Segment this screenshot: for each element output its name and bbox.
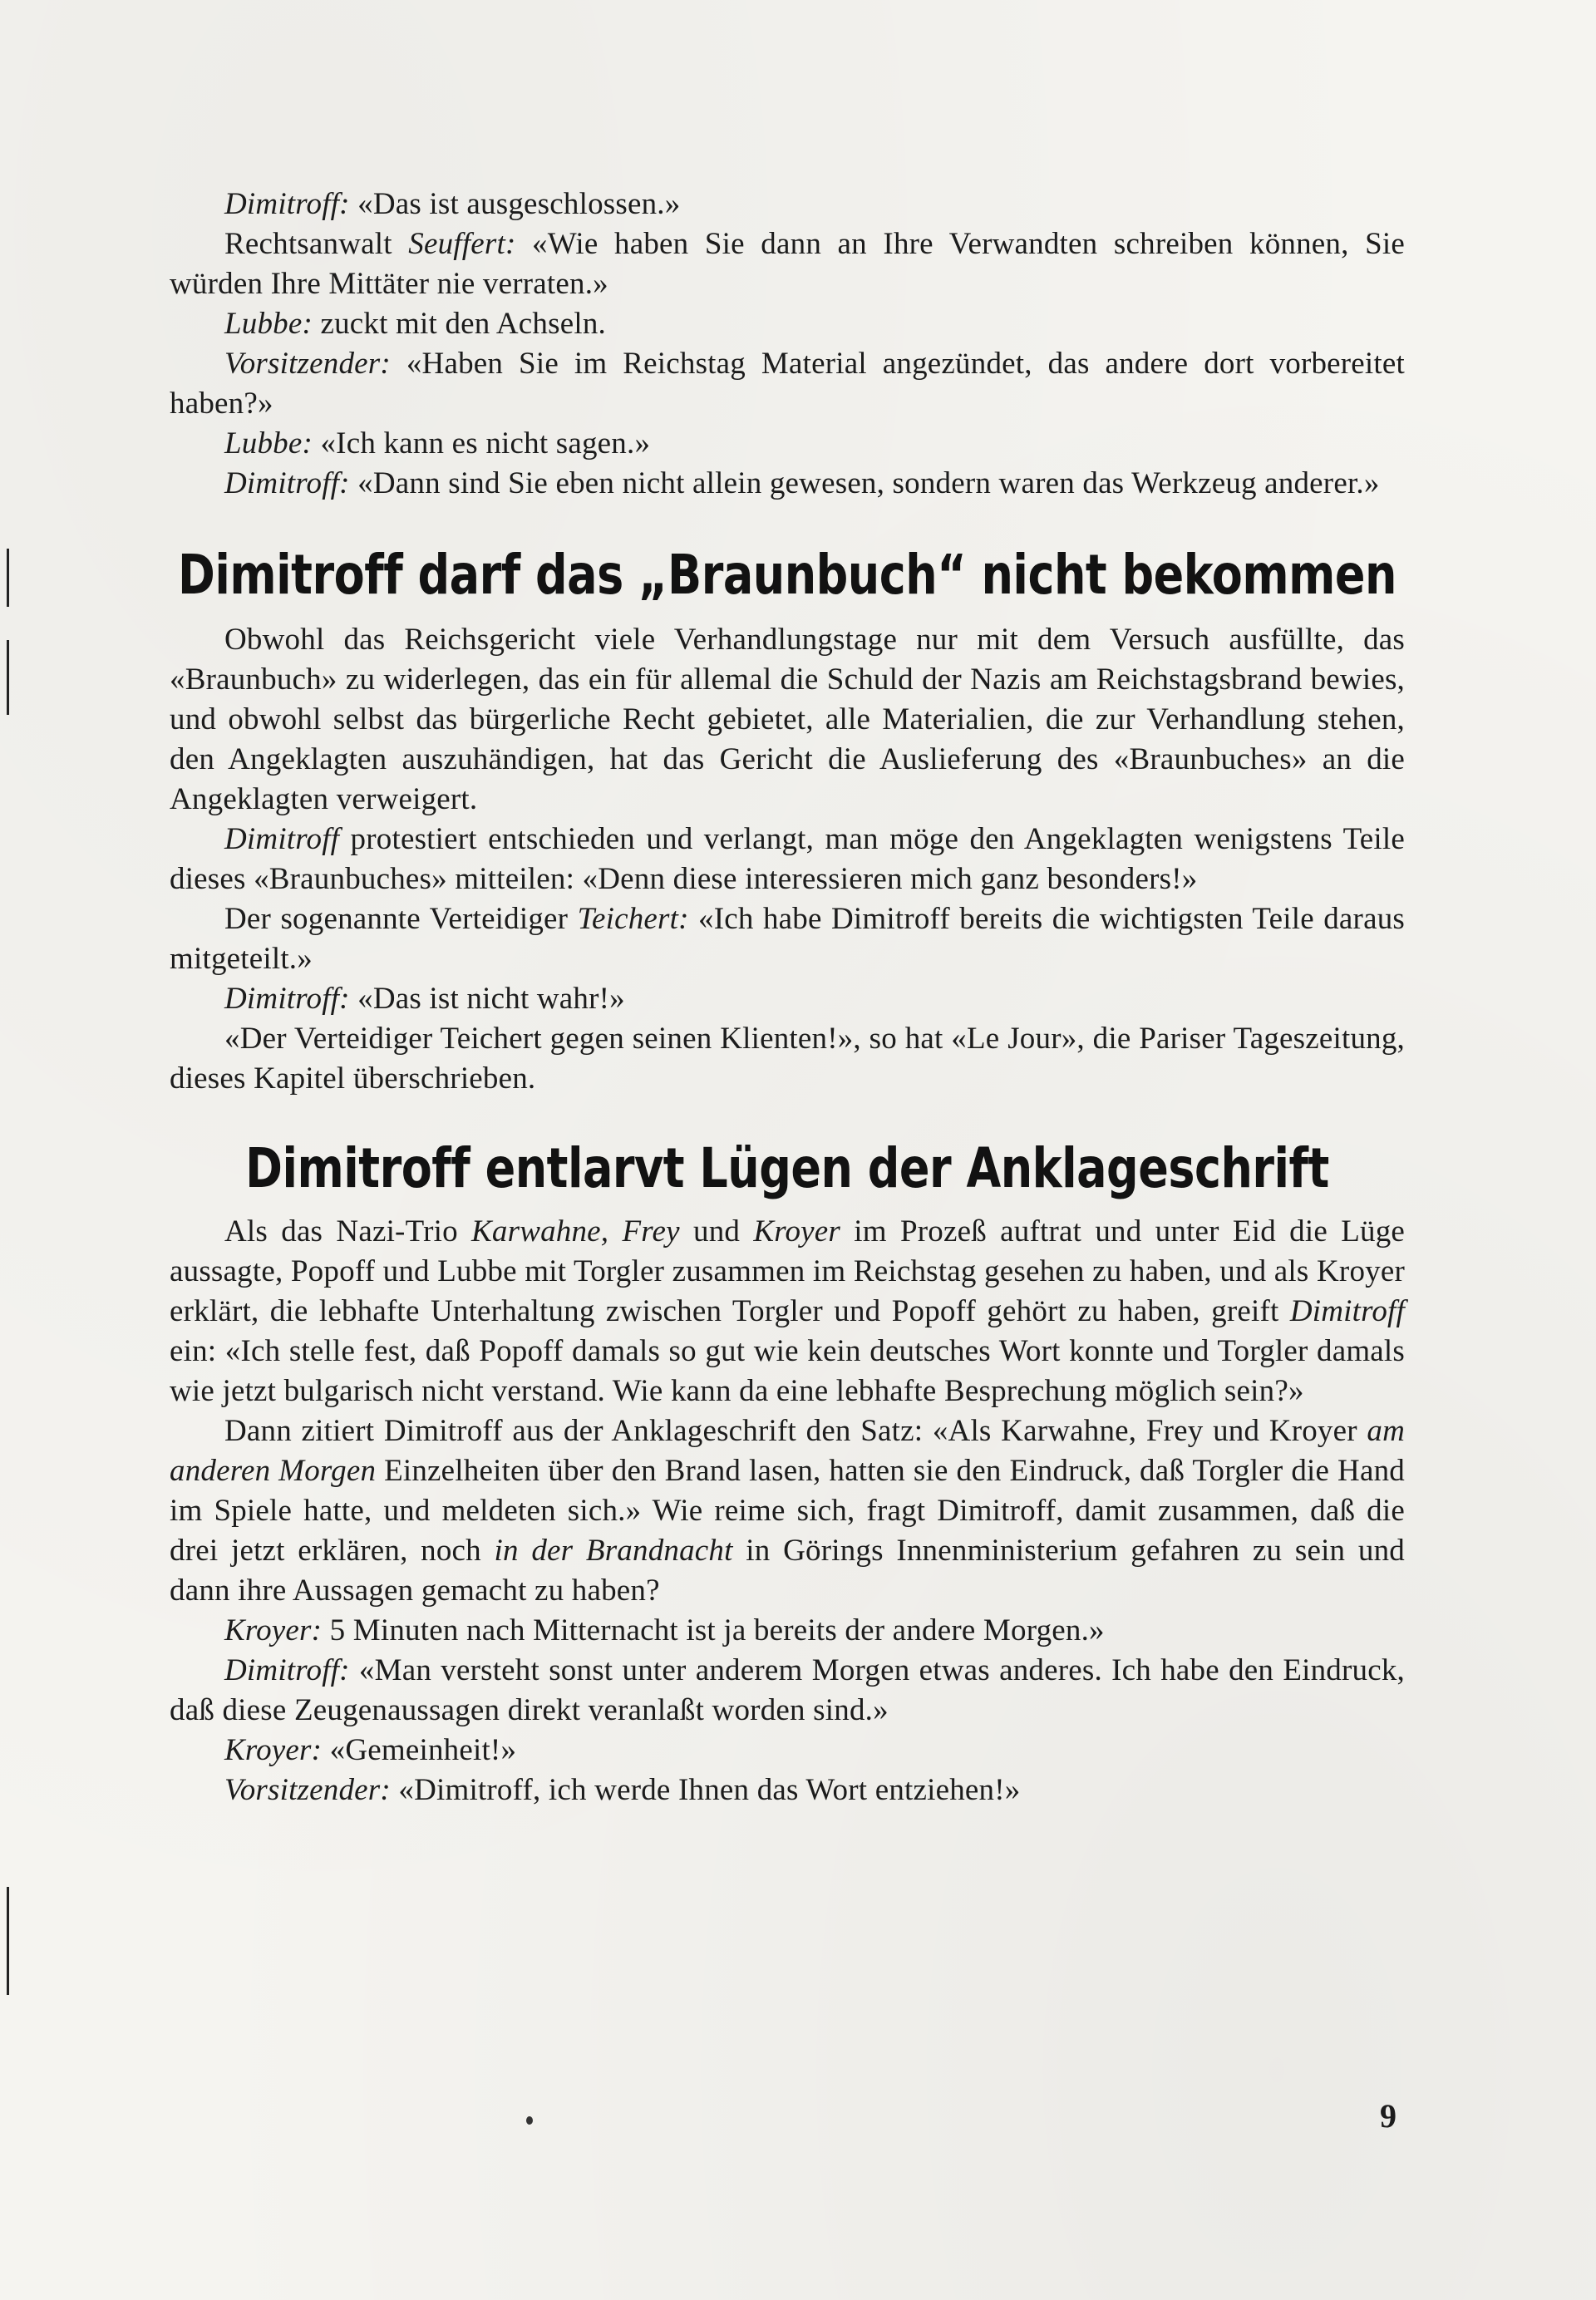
dialogue-line: Kroyer: «Gemeinheit!»	[224, 1733, 517, 1767]
text-column	[170, 185, 1405, 1810]
margin-mark	[7, 1887, 9, 1953]
dialogue-line: Dimitroff: «Man versteht sonst unter anderem Morgen etwas anderes. Ich habe den Eindruck, daß diese Zeugenaussagen direkt veranlaßt worden sind.»	[170, 1653, 1405, 1727]
paragraph: Als das Nazi-Trio Karwahne, Frey und Kroyer im Prozeß auftrat und unter Eid die Lüge aussagte, Popoff und Lubbe mit Torgler zusammen im Reichstag gesehen zu haben, und als Kroyer erklärt, die lebhafte Unterhaltung zwischen Torgler und Popoff gehört zu haben, greift Dimitroff ein: «Ich stelle fest, daß Popoff damals so gut wie kein deutsches Wort konnte und Torgler damals wie jetzt bulgarisch nicht verstand. Wie kann da eine lebhafte Besprechung möglich sein?»	[170, 1214, 1406, 1408]
dialogue-line: Vorsitzender: «Dimitroff, ich werde Ihnen das Wort entziehen!»	[224, 1773, 1021, 1807]
paragraph: «Der Verteidiger Teichert gegen seinen Klienten!», so hat «Le Jour», die Pariser Tageszeitung, dieses Kapitel überschrieben.	[170, 1022, 1405, 1096]
dialogue-line: Kroyer: 5 Minuten nach Mitternacht ist ja bereits der andere Morgen.»	[224, 1613, 1105, 1647]
margin-mark	[7, 640, 9, 715]
paragraph: Dimitroff: «Das ist nicht wahr!»	[224, 982, 625, 1016]
ink-speck	[526, 2116, 533, 2125]
dialogue-line: Dimitroff: «Dann sind Sie eben nicht allein gewesen, sondern waren das Werkzeug anderer.»	[224, 466, 1380, 500]
paragraph: Der sogenannte Verteidiger Teichert: «Ich habe Dimitroff bereits die wichtigsten Teile daraus mitgeteilt.»	[170, 902, 1405, 976]
page-number: 9	[1380, 2097, 1396, 2135]
dialogue-line: Lubbe: «Ich kann es nicht sagen.»	[224, 426, 651, 460]
paragraph: Obwohl das Reichsgericht viele Verhandlungstage nur mit dem Versuch ausfüllte, das «Braunbuch» zu widerlegen, das ein für allemal die Schuld der Nazis am Reichstagsbrand bewies, und obwohl selbst das bürgerliche Recht gebietet, alle Materialien, die zur Verhandlung stehen, den Angeklagten auszuhändigen, hat das Gericht die Auslieferung des «Braunbuches» an die Angeklagten verweigert.	[170, 623, 1405, 816]
margin-mark	[7, 549, 9, 607]
margin-mark	[7, 1945, 9, 1995]
paragraph: Dann zitiert Dimitroff aus der Anklageschrift den Satz: «Als Karwahne, Frey und Kroyer am anderen Morgen Einzelheiten über den Brand lasen, hatten sie den Eindruck, daß Torgler die Hand im Spiele hatte, und meldeten sich.» Wie reime sich, fragt Dimitroff, damit zusammen, daß die drei jetzt erklären, noch in der Brandnacht in Görings Innenministerium gefahren zu sein und dann ihre Aussagen gemacht zu haben?	[170, 1414, 1405, 1608]
dialogue-line: Rechtsanwalt Seuffert: «Wie haben Sie dann an Ihre Verwandten schreiben können, Sie würden Ihre Mittäter nie verraten.»	[170, 227, 1405, 301]
dialogue-line: Lubbe: zuckt mit den Achseln.	[224, 307, 606, 341]
section-heading: Dimitroff darf das „Braunbuch“ nicht bekommen	[178, 542, 1396, 607]
dialogue-line: Dimitroff: «Das ist ausgeschlossen.»	[224, 187, 681, 221]
dialogue-line: Vorsitzender: «Haben Sie im Reichstag Material angezündet, das andere dort vorbereitet haben?»	[170, 347, 1405, 421]
section-heading: Dimitroff entlarvt Lügen der Anklageschrift	[245, 1135, 1329, 1200]
paragraph: Dimitroff protestiert entschieden und verlangt, man möge den Angeklagten wenigstens Teile dieses «Braunbuches» mitteilen: «Denn diese interessieren mich ganz besonders!»	[170, 822, 1405, 896]
